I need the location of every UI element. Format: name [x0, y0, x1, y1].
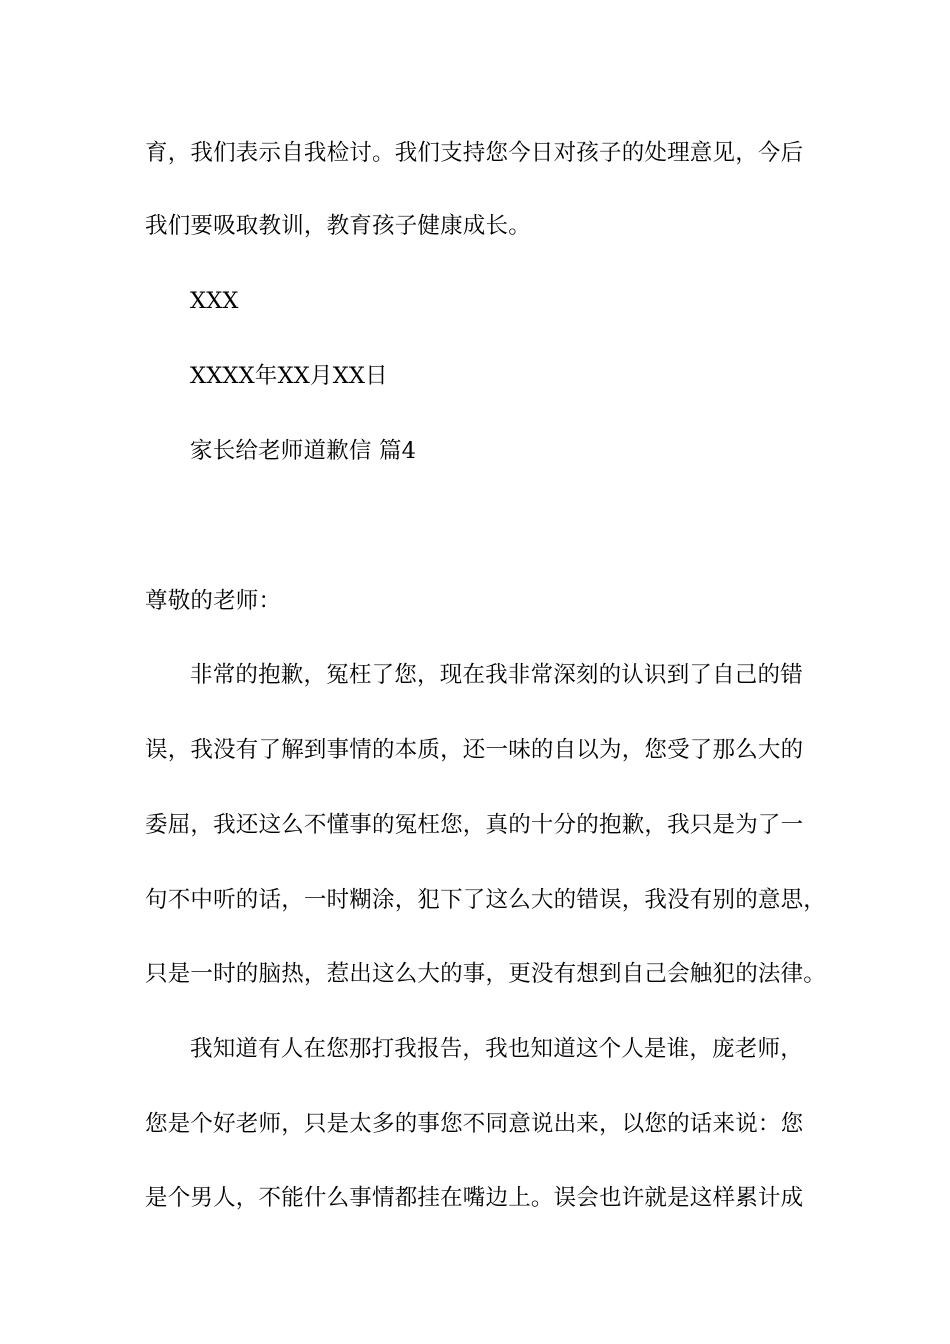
section-title: 家长给老师道歉信 篇4 — [190, 438, 417, 464]
paragraph-line: 我们要吸取教训，教育孩子健康成长。 — [145, 213, 531, 239]
paragraph-line: 非常的抱歉，冤枉了您，现在我非常深刻的认识到了自己的错 — [190, 662, 803, 688]
paragraph-line: 只是一时的脑热，惹出这么大的事，更没有想到自己会触犯的法律。 — [145, 961, 827, 987]
paragraph-line: 您是个好老师，只是太多的事您不同意说出来，以您的话来说：您 — [145, 1111, 804, 1137]
signature-date: XXXX年XX月XX日 — [190, 363, 388, 389]
paragraph-line: 是个男人，不能什么事情都挂在嘴边上。误会也许就是这样累计成 — [145, 1185, 804, 1211]
salutation: 尊敬的老师： — [145, 588, 282, 614]
paragraph-line: 句不中听的话，一时糊涂，犯下了这么大的错误，我没有别的意思， — [145, 887, 827, 913]
signature-name: XXX — [190, 288, 239, 314]
paragraph-line: 误，我没有了解到事情的本质，还一味的自以为，您受了那么大的 — [145, 737, 804, 763]
paragraph-line: 育，我们表示自我检讨。我们支持您今日对孩子的处理意见，今后 — [145, 140, 804, 166]
paragraph-line: 我知道有人在您那打我报告，我也知道这个人是谁，庞老师， — [190, 1036, 803, 1062]
paragraph-line: 委屈，我还这么不懂事的冤枉您，真的十分的抱歉，我只是为了一 — [145, 812, 804, 838]
